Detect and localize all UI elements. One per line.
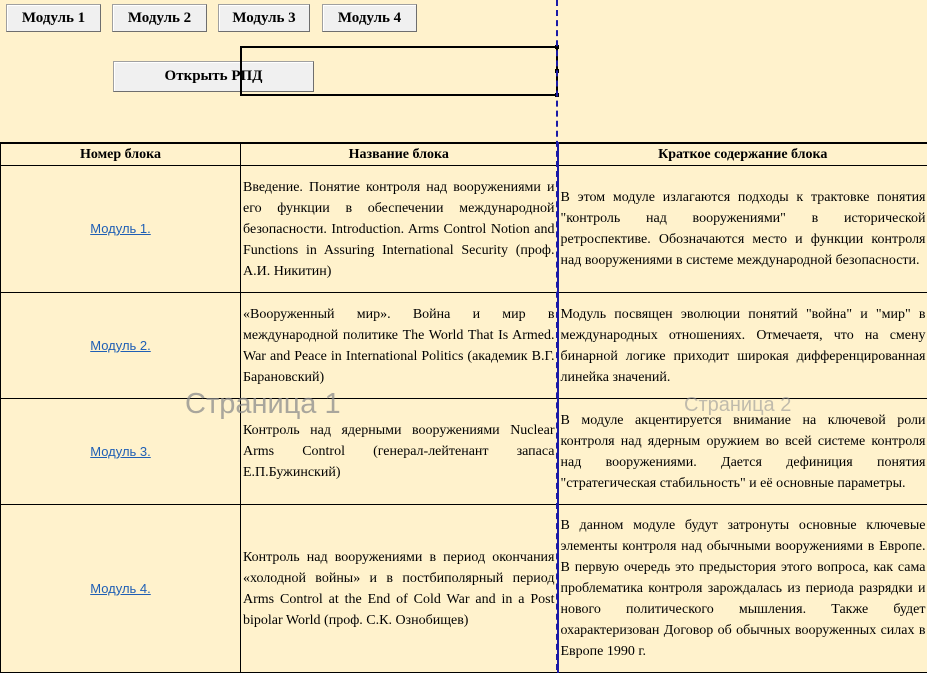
selected-shape[interactable]: [240, 46, 558, 96]
module-4-link[interactable]: Модуль 4.: [90, 581, 151, 596]
table-row: [1, 166, 927, 293]
module-summary-cell: В этом модуле излагаются подходы к трактовке понятия "контроль над вооружениями" в исторической ретроспективе. Обозначаются место и функции контроля над вооружениями в системе международной безопасности.: [558, 166, 927, 293]
module-number-cell: [1, 399, 241, 505]
page-2-watermark: Страница 2: [684, 394, 791, 417]
module-2-button[interactable]: Модуль 2: [112, 4, 207, 32]
module-3-button[interactable]: Модуль 3: [218, 4, 310, 32]
module-2-link[interactable]: Модуль 2.: [90, 338, 151, 353]
module-number-cell: [1, 505, 241, 673]
module-1-button[interactable]: Модуль 1: [6, 4, 101, 32]
module-summary-cell: В данном модуле будут затронуты основные ключевые элементы контроля над обычными вооружениями в Европе. В первую очередь это предыстория этого вопроса, как сама проблематика контроля зарождалась из периода разрядки и нового политического мышления. Также будет охарактеризован Договор об обычных вооруженных силах в Европе 1990 г.: [558, 505, 927, 673]
module-4-button[interactable]: Модуль 4: [322, 4, 417, 32]
module-title-cell: «Вооруженный мир». Война и мир в международной политике The World That Is Armed. War and Peace in International Politics (академик В.Г. Барановский): [241, 293, 558, 399]
open-rpd-button[interactable]: Открыть РПД: [113, 61, 314, 92]
column-header-number: Номер блока: [1, 143, 241, 166]
module-title-cell: Введение. Понятие контроля над вооружениями и его функции в обеспечении международной безопасности. Introduction. Arms Control Notion and Functions in Assuring International Security (проф. А.И. Никитин): [241, 166, 558, 293]
column-header-summary: Краткое содержание блока: [558, 143, 927, 166]
module-title-cell: Контроль над вооружениями в период окончания «холодной войны» и в постбиполярный период Arms Control at the End of Cold War and in a Post bipolar World (проф. С.К. Ознобищев): [241, 505, 558, 673]
module-number-cell: [1, 166, 241, 293]
module-3-link[interactable]: Модуль 3.: [90, 444, 151, 459]
module-summary-cell: В модуле акцентируется внимание на ключевой роли контроля над ядерным оружием во всей системе контроля над вооружениями. Дается дефиниция понятия "стратегическая стабильность" и её основные параметры.: [558, 399, 927, 505]
column-header-title: Название блока: [241, 143, 558, 166]
modules-table: [0, 142, 927, 673]
module-number-cell: [1, 293, 241, 399]
table-row: [1, 293, 927, 399]
module-title-cell: Контроль над ядерными вооружениями Nuclear Arms Control (генерал-лейтенант запаса Е.П.Бужинский): [241, 399, 558, 505]
table-row: [1, 399, 927, 505]
table-header-row: [1, 143, 927, 166]
module-1-link[interactable]: Модуль 1.: [90, 221, 151, 236]
page-1-watermark: Страница 1: [185, 388, 341, 421]
table-row: [1, 505, 927, 673]
module-summary-cell: Модуль посвящен эволюции понятий "война" и "мир" в международных отношениях. Отмечаетя, что на смену бинарной логике приходит широкая дифференцированная линейка значений.: [558, 293, 927, 399]
page-break-line: [556, 0, 558, 670]
